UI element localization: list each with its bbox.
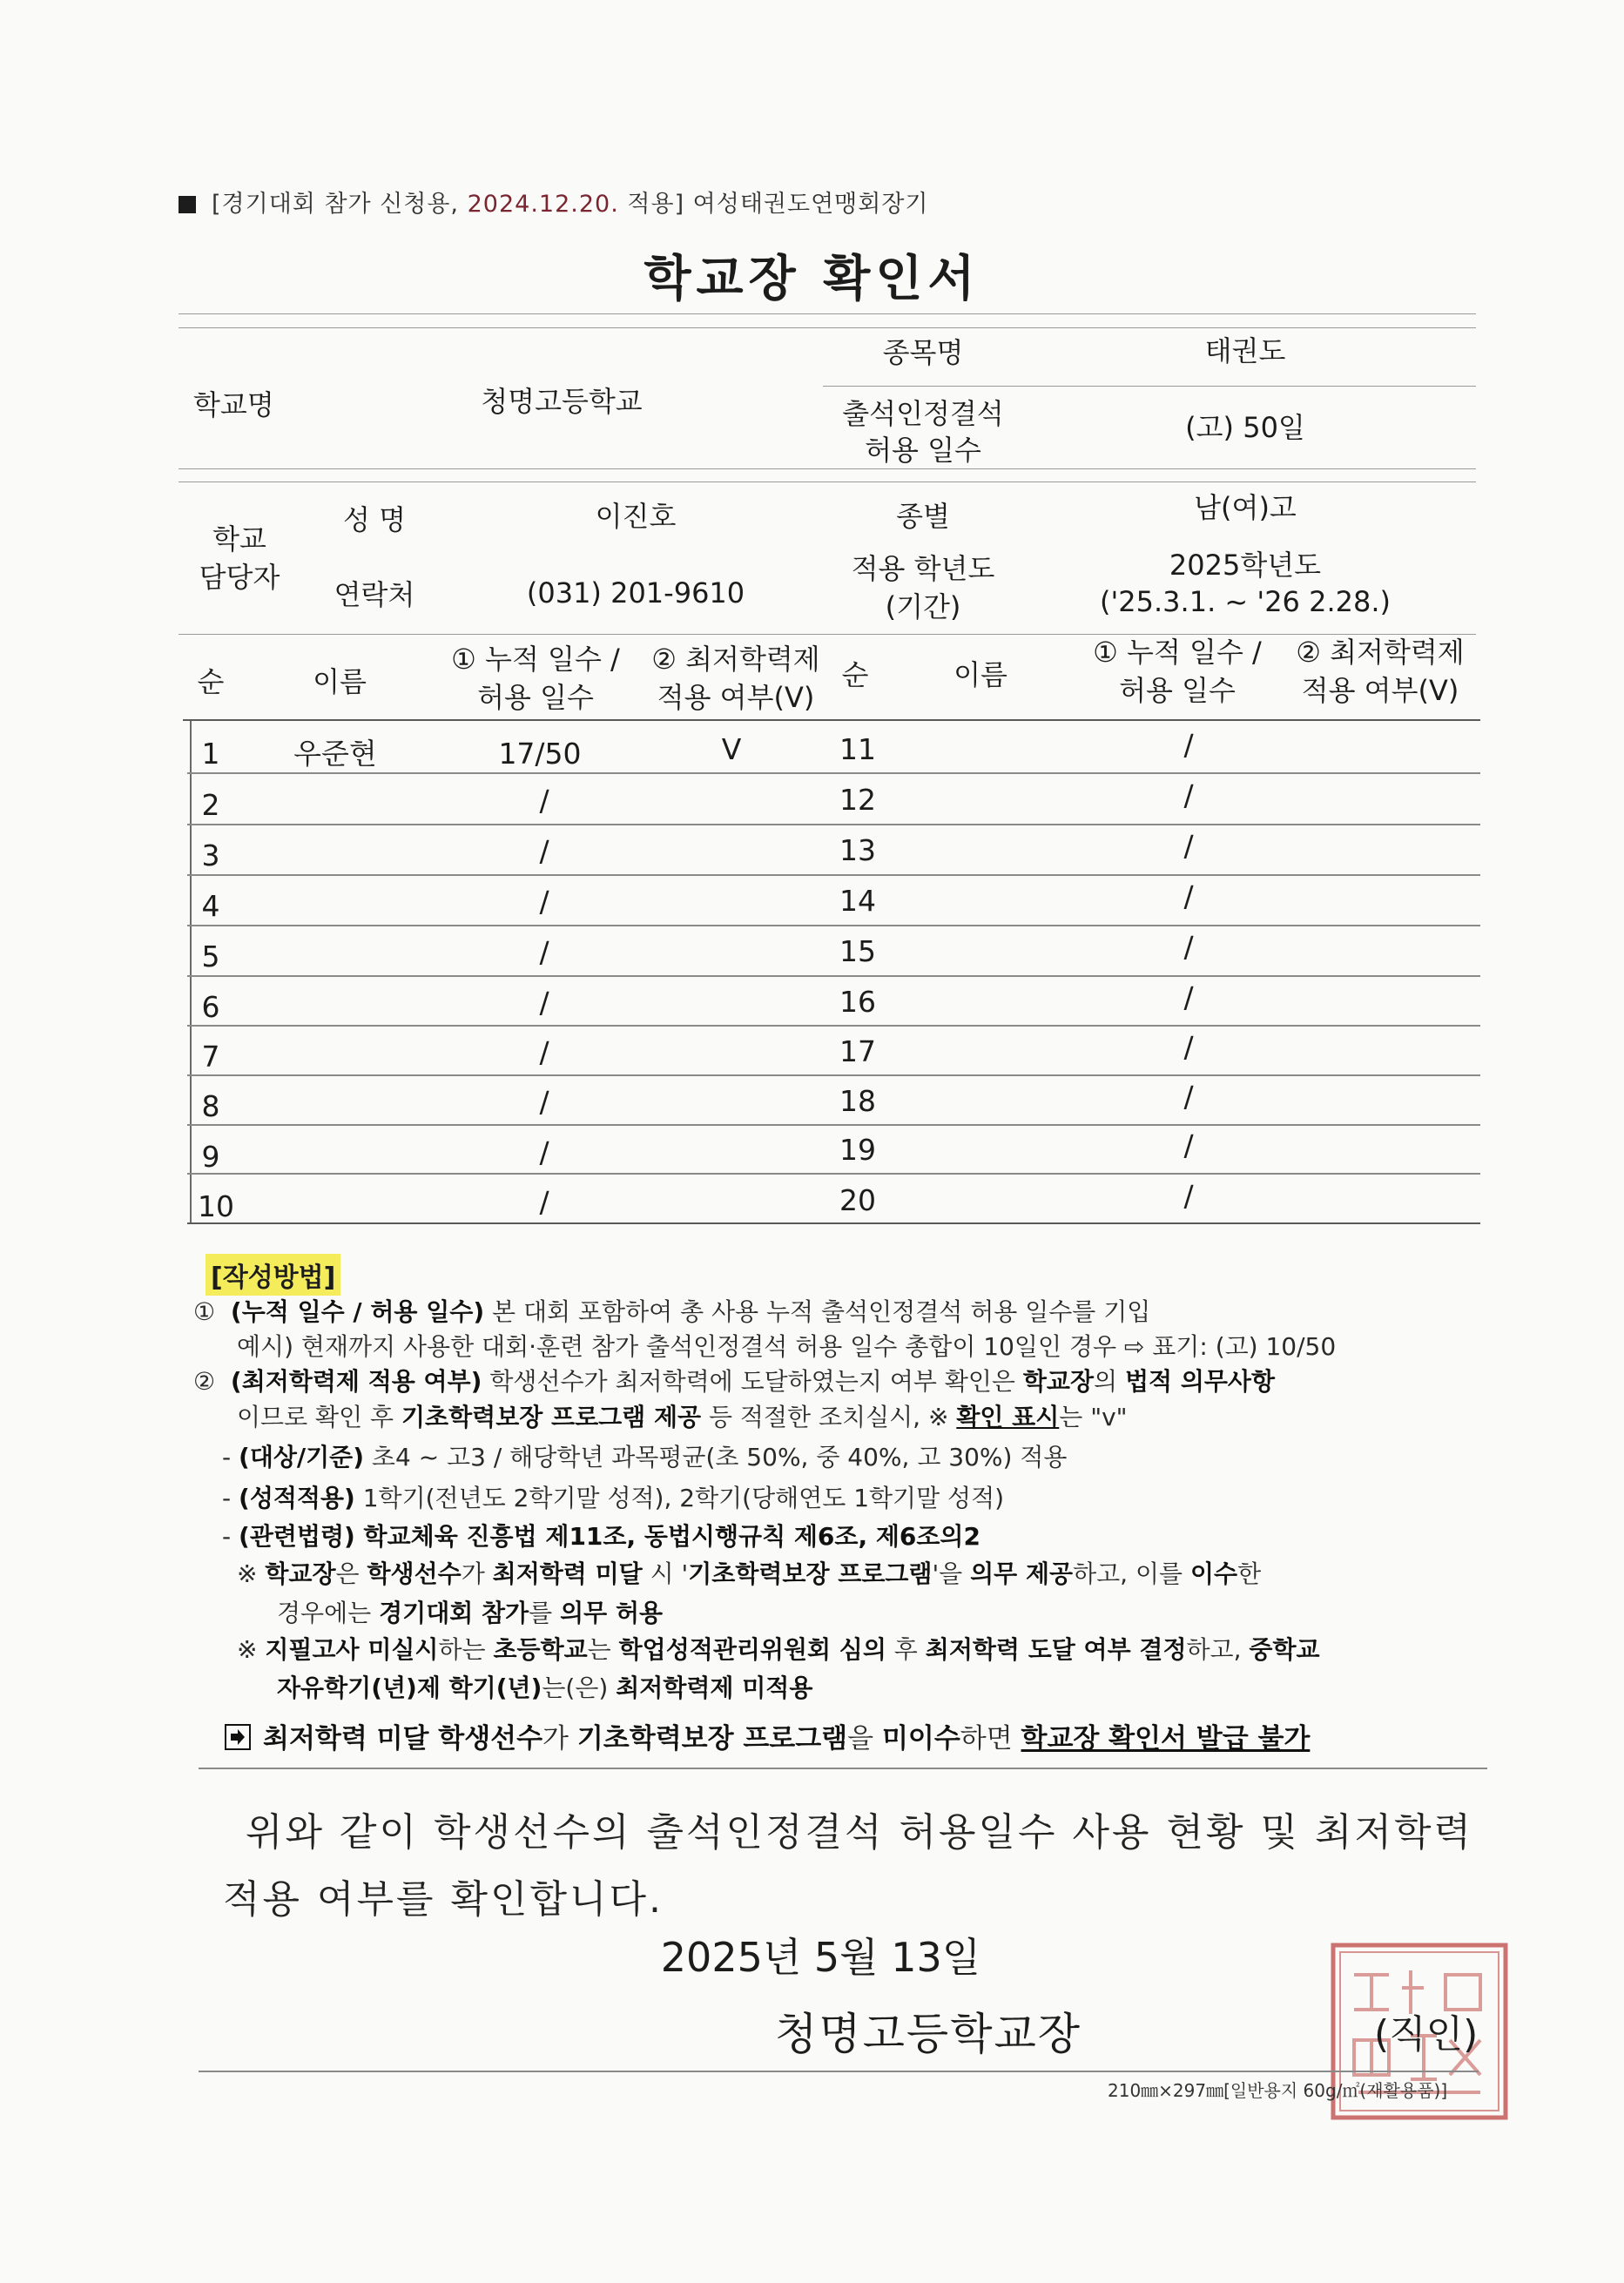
row-2-days: / [539,784,549,818]
guide-line-2: 예시) 현재까지 사용한 대회·훈련 참가 출석인정결석 허용 일수 총합이 10일인 경우 ⇨ 표기: (고) 10/50 [237,1332,1337,1361]
guide-tag: [작성방법] [206,1254,340,1296]
year-value-2: ('25.3.1. ~ '26 2.28.) [1100,585,1391,618]
guide-warning: 최저학력 미달 학생선수가 기초학력보장 프로그램을 미이수하면 학교장 확인서 발급 불가 [225,1722,1310,1755]
row-1-no: 1 [201,737,220,771]
sport-label: 종목명 [882,336,964,369]
guide-bottom-rule [199,1768,1487,1769]
sport-value: 태권도 [1204,334,1286,367]
allow-label-2: 허용 일수 [865,434,981,467]
row-10-days: / [539,1185,549,1219]
row-4-no: 4 [201,889,220,923]
rule-top [179,313,1476,314]
header-date: 2024.12.20. [467,191,619,218]
row-5-days: / [539,935,549,969]
guide-line-3: ② (최저학력제 적용 여부) 학생선수가 최저학력에 도달하였는지 여부 확인은 학교장의 법적 의무사항 [193,1367,1276,1396]
rule-school [179,468,1476,469]
row-6-no: 6 [201,990,220,1024]
document-title: 학교장 확인서 [644,251,980,307]
row-17-no: 17 [839,1034,876,1068]
guide-line-6: - (성적적용) 1학기(전년도 2학기말 성적), 2학기(당해연도 1학기말 성적) [222,1484,1005,1512]
guide-line-4: 이므로 확인 후 기초학력보장 프로그램 제공 등 적절한 조치실시, ※ 확인 표시는 "v" [237,1403,1128,1431]
row-rule-7 [187,1074,1480,1076]
school-name-label: 학교명 [193,388,274,421]
row-rule-2 [187,824,1480,825]
sign-date: 2025년 5월 13일 [660,1934,981,1981]
row-5-no: 5 [201,939,220,973]
year-label-2: (기간) [885,590,961,623]
row-13-days: / [1183,829,1194,863]
col-check-left-2: 적용 여부(V) [657,681,815,714]
arrow-box-icon [225,1724,251,1750]
year-label-1: 적용 학년도 [851,552,995,585]
row-15-no: 15 [839,934,876,968]
row-1-days: 17/50 [498,737,582,771]
row-1-check: V [721,732,742,766]
contact-value: (031) 201-9610 [526,576,745,609]
row-6-days: / [539,986,549,1020]
guide-line-8: ※ 학교장은 학생선수가 최저학력 미달 시 '기초학력보장 프로그램'을 의무 제공하고, 이를 이수한 [237,1559,1262,1588]
name-label: 성 명 [343,503,406,536]
row-2-no: 2 [201,788,220,822]
row-1-name: 우준현 [293,737,377,771]
rule-sport [823,386,1476,387]
header-prefix: [경기대회 참가 신청용, [212,191,460,218]
col-name-right: 이름 [954,658,1007,691]
manager-label-1: 학교 [212,522,266,556]
guide-line-11: 자유학기(년)제 학기(년)는(은) 최저학력제 미적용 [277,1674,813,1702]
square-bullet-icon [179,196,196,213]
row-17-days: / [1183,1030,1194,1064]
rule-top-2 [179,327,1476,328]
gender-label: 종별 [896,500,950,533]
guide-line-9: 경우에는 경기대회 참가를 의무 허용 [277,1599,664,1627]
col-days-left-1: ① 누적 일수 / [451,643,620,676]
row-3-days: / [539,834,549,868]
row-12-no: 12 [839,783,876,817]
table-left-border [190,721,192,1224]
row-7-no: 7 [201,1040,220,1074]
row-13-no: 13 [839,833,876,867]
allow-value: (고) 50일 [1185,411,1305,444]
guide-line-1: ① (누적 일수 / 허용 일수) 본 대회 포함하여 총 사용 누적 출석인정결석 허용 일수를 기입 [193,1297,1151,1326]
col-days-right-2: 허용 일수 [1119,674,1236,707]
row-16-days: / [1183,980,1194,1014]
guide-line-7: - (관련법령) 학교체육 진흥법 제11조, 동법시행규칙 제6조, 제6조의2 [222,1522,980,1551]
row-9-days: / [539,1135,549,1169]
col-check-right-2: 적용 여부(V) [1301,674,1459,707]
guide-line-10: ※ 지필고사 미실시하는 초등학교는 학업성적관리위원회 심의 후 최저학력 도달 여부 결정하고, 중학교 [237,1635,1320,1664]
col-no-right: 순 [841,658,869,691]
row-rule-3 [187,874,1480,876]
row-18-no: 18 [839,1084,876,1118]
row-15-days: / [1183,930,1194,964]
row-rule-1 [187,772,1480,774]
guide-line-5: - (대상/기준) 초4 ~ 고3 / 해당학년 과목평균(초 50%, 중 40%, 고 30%) 적용 [222,1443,1068,1471]
manager-label-2: 담당자 [199,561,280,594]
table-bottom-rule [187,1222,1480,1224]
row-rule-5 [187,975,1480,977]
row-7-days: / [539,1035,549,1069]
row-8-days: / [539,1085,549,1119]
footer-rule [199,2071,1479,2072]
document-header [179,185,929,219]
row-20-days: / [1183,1179,1194,1213]
col-check-right-1: ② 최저학력제 [1296,636,1465,669]
row-9-no: 9 [201,1140,220,1174]
row-14-days: / [1183,879,1194,913]
row-rule-4 [187,925,1480,926]
paper-spec-footer: 210㎜×297㎜[일반용지 60g/㎡(재활용품)] [1108,2080,1448,2101]
row-rule-8 [187,1124,1480,1126]
confirm-line-2: 적용 여부를 확인합니다. [223,1877,664,1922]
manager-name: 이진호 [595,500,677,533]
row-4-days: / [539,885,549,919]
row-3-no: 3 [201,838,220,872]
row-rule-6 [187,1025,1480,1027]
allow-label-1: 출석인정결석 [842,397,1004,430]
row-20-no: 20 [839,1183,876,1217]
school-name-value: 청명고등학교 [481,385,643,418]
row-11-no: 11 [839,732,876,766]
row-11-days: / [1183,728,1194,762]
row-18-days: / [1183,1080,1194,1114]
col-check-left-1: ② 최저학력제 [651,643,820,676]
table-header-rule [183,719,1480,721]
row-19-no: 19 [839,1133,876,1167]
row-14-no: 14 [839,884,876,918]
row-16-no: 16 [839,985,876,1019]
row-10-no: 10 [198,1189,234,1223]
principal-name: 청명고등학교장 [775,2009,1082,2059]
col-name-left: 이름 [313,665,367,698]
header-suffix: 적용] 여성태권도연맹회장기 [627,191,929,218]
contact-label: 연락처 [334,578,415,611]
row-8-no: 8 [201,1089,220,1123]
gender-value: 남(여)고 [1194,491,1297,524]
seal-label: (직인) [1374,2012,1479,2057]
col-no-left: 순 [197,665,225,698]
row-19-days: / [1183,1128,1194,1162]
col-days-left-2: 허용 일수 [477,681,594,714]
row-12-days: / [1183,778,1194,812]
col-days-right-1: ① 누적 일수 / [1093,636,1262,669]
confirm-line-1: 위와 같이 학생선수의 출석인정결석 허용일수 사용 현황 및 최저학력 [246,1810,1473,1855]
year-value-1: 2025학년도 [1169,549,1322,582]
row-rule-9 [187,1173,1480,1175]
